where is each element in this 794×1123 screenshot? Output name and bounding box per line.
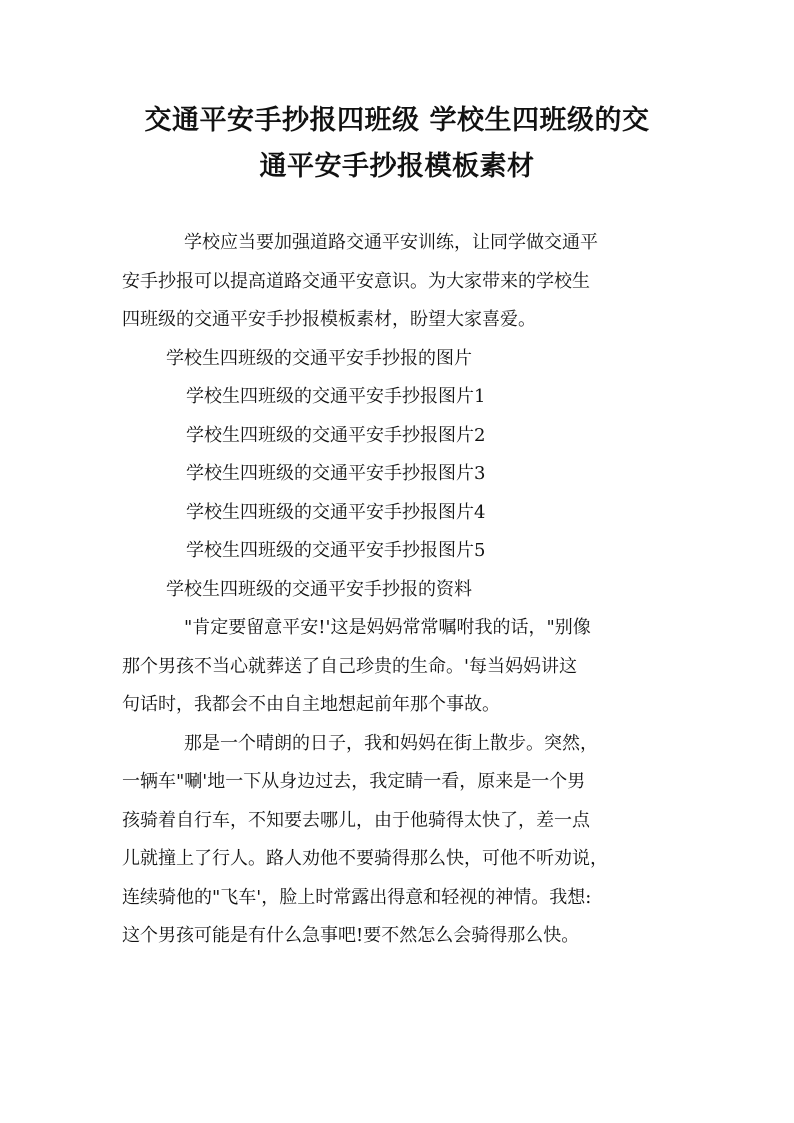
title-line-2: 通平安手抄报模板素材 bbox=[259, 151, 535, 182]
paragraph-line: 那个男孩不当心就葬送了自己珍贵的生命。'每当妈妈讲这 bbox=[122, 655, 577, 677]
paragraph-line: 孩骑着自行车，不知要去哪儿，由于他骑得太快了，差一点 bbox=[122, 809, 590, 831]
paragraph-line: 这个男孩可能是有什么急事吧!要不然怎么会骑得那么快。 bbox=[122, 925, 580, 946]
image-caption: 学校生四班级的交通平安手抄报图片4 bbox=[186, 501, 486, 523]
title-line-1: 交通平安手抄报四班级 学校生四班级的交 bbox=[144, 105, 650, 136]
document-title bbox=[100, 98, 694, 190]
section-heading: 学校生四班级的交通平安手抄报的资料 bbox=[166, 578, 472, 600]
image-caption: 学校生四班级的交通平安手抄报图片2 bbox=[186, 424, 486, 446]
document-body bbox=[122, 224, 682, 956]
image-caption: 学校生四班级的交通平安手抄报图片5 bbox=[186, 540, 486, 561]
paragraph-line: 那是一个晴朗的日子，我和妈妈在街上散步。突然， bbox=[184, 732, 598, 754]
paragraph-line: 学校应当要加强道路交通平安训练，让同学做交通平 bbox=[184, 232, 598, 253]
paragraph-line: "肯定要留意平安!'这是妈妈常常嘱咐我的话，"别像 bbox=[184, 617, 591, 638]
paragraph-line: 句话时，我都会不由自主地想起前年那个事故。 bbox=[122, 694, 500, 715]
paragraph-line: 安手抄报可以提高道路交通平安意识。为大家带来的学校生 bbox=[122, 270, 590, 292]
section-heading: 学校生四班级的交通平安手抄报的图片 bbox=[166, 347, 472, 369]
paragraph-line: 连续骑他的"飞车'，脸上时常露出得意和轻视的神情。我想: bbox=[122, 886, 592, 908]
paragraph-line: 一辆车"唰'地一下从身边过去，我定睛一看，原来是一个男 bbox=[122, 771, 586, 792]
paragraph-line: 儿就撞上了行人。路人劝他不要骑得那么快，可他不听劝说， bbox=[122, 848, 608, 869]
image-caption: 学校生四班级的交通平安手抄报图片3 bbox=[186, 463, 486, 484]
image-caption: 学校生四班级的交通平安手抄报图片1 bbox=[186, 386, 486, 407]
paragraph-line: 四班级的交通平安手抄报模板素材，盼望大家喜爱。 bbox=[122, 309, 536, 330]
